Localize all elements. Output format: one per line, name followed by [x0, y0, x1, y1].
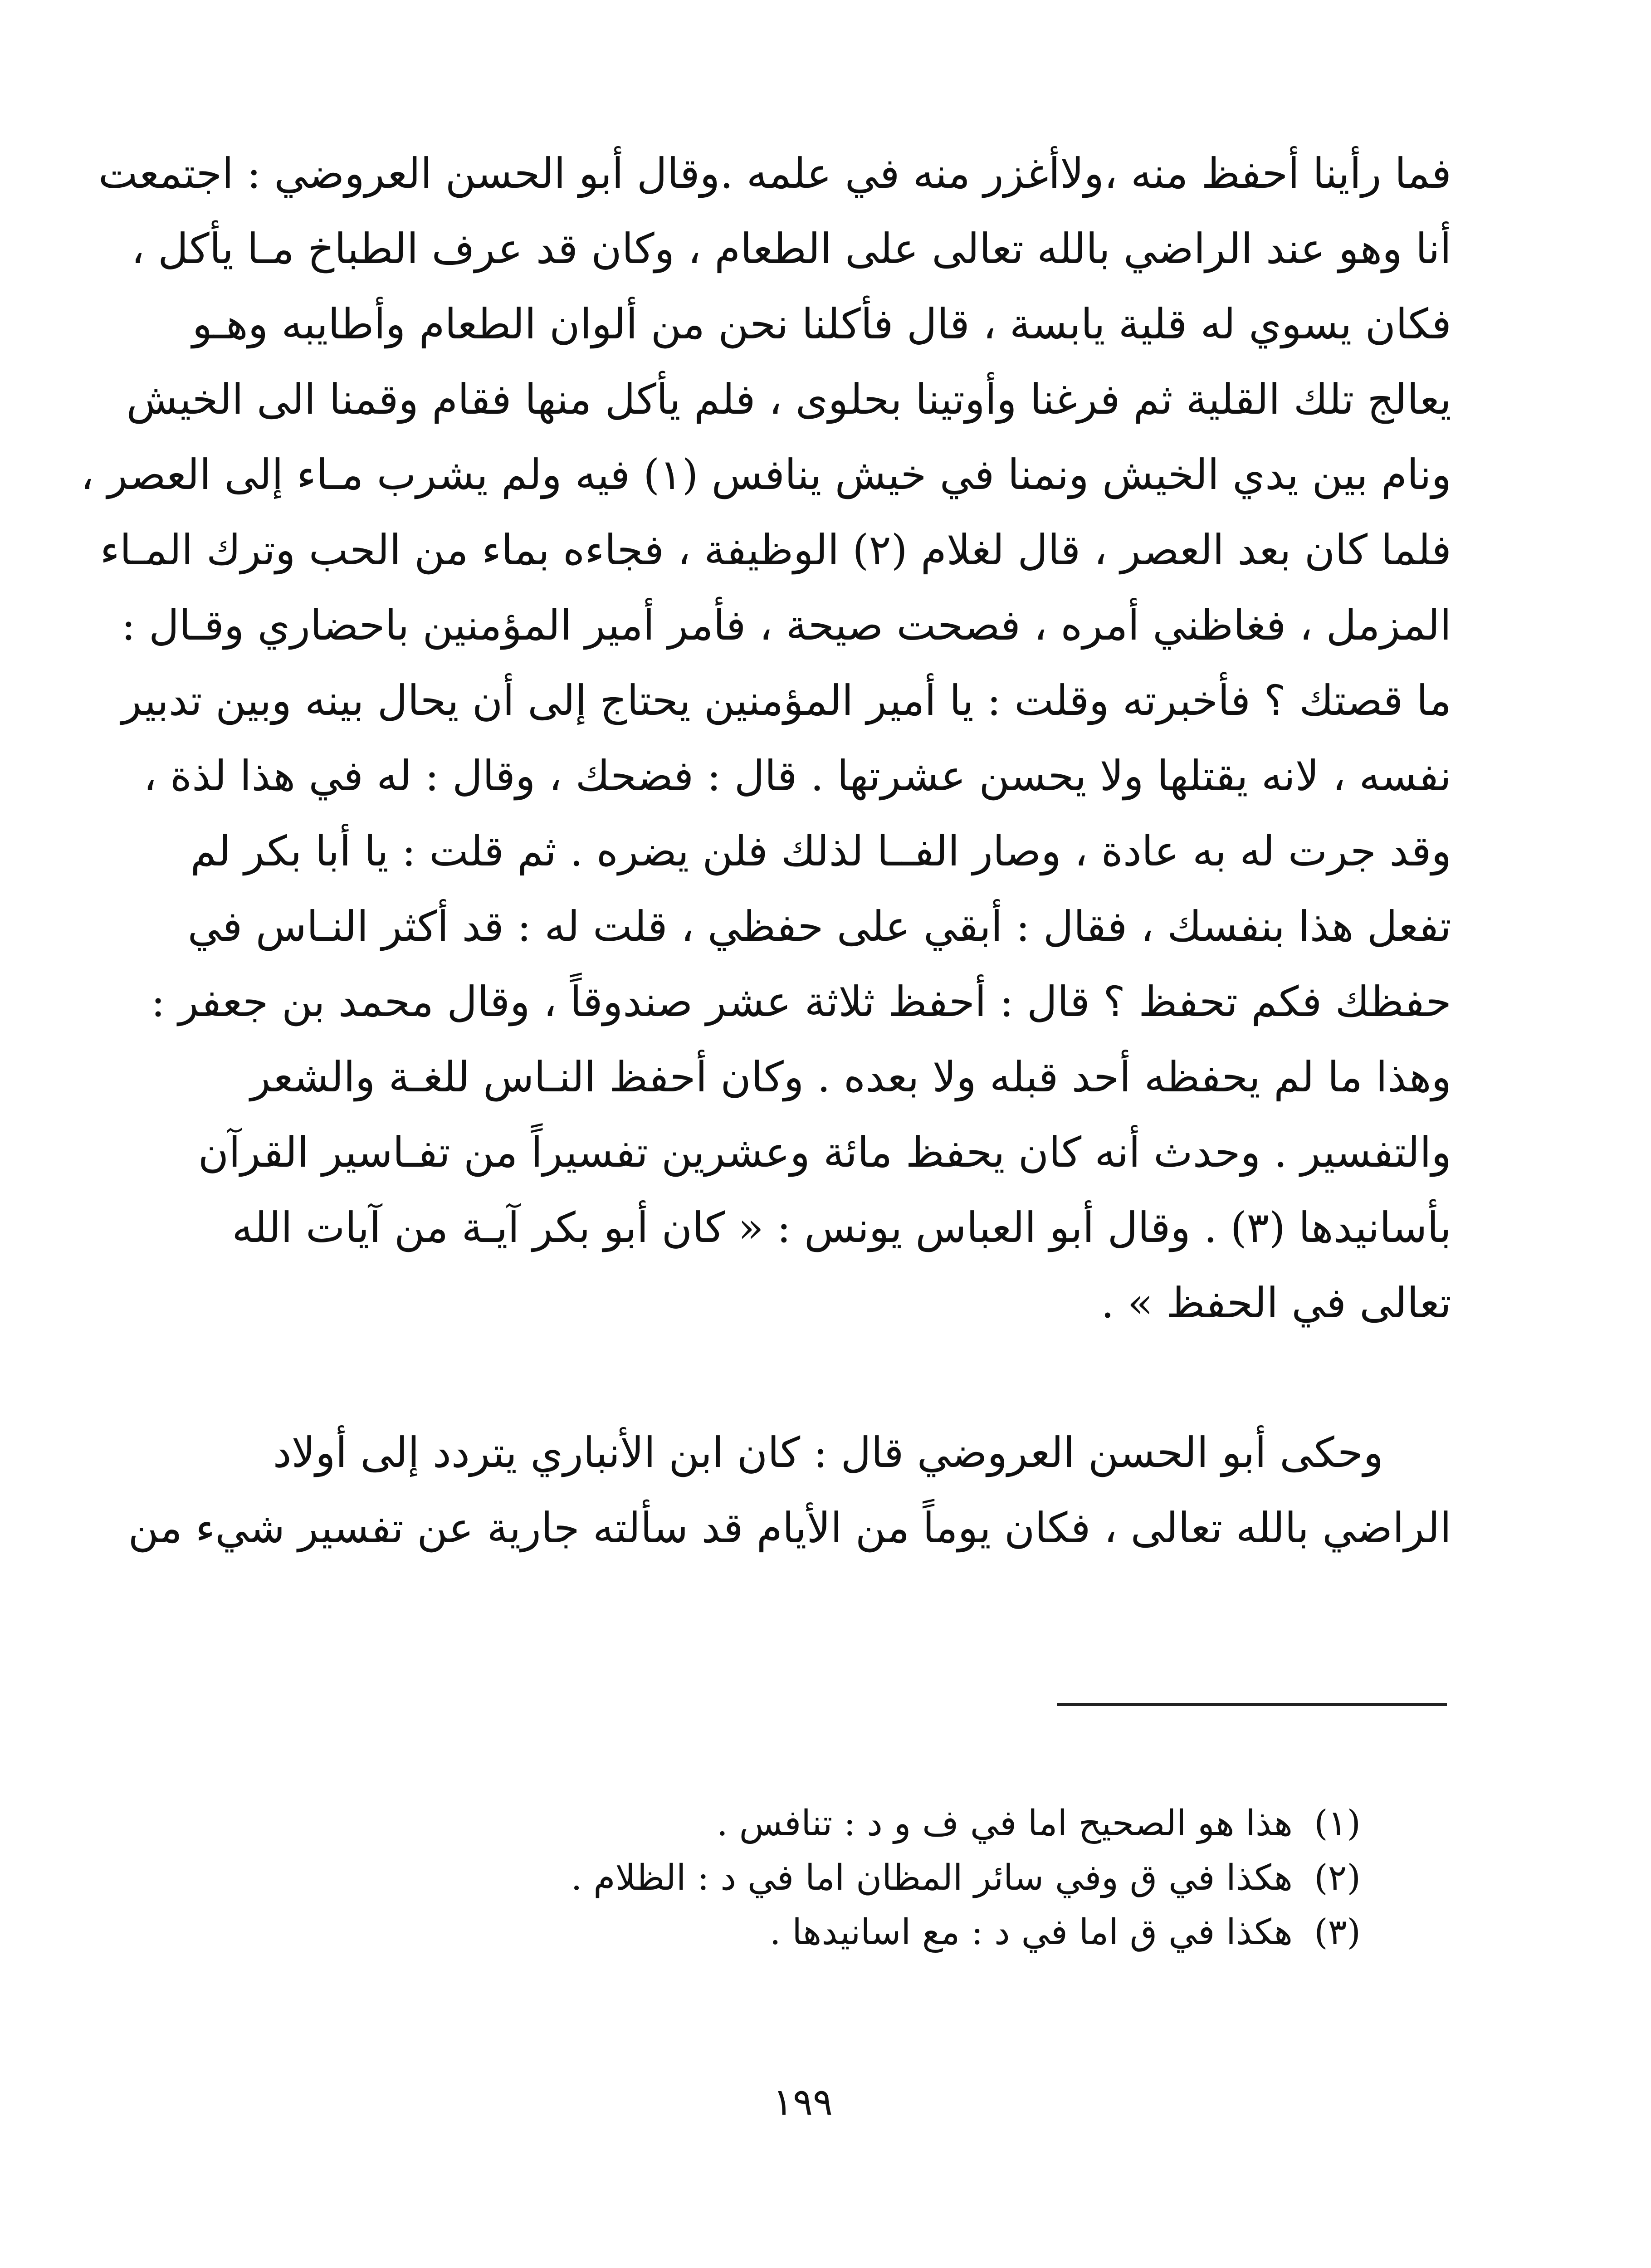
- footnote-number: (١): [1314, 1803, 1361, 1844]
- footnote-number: (٣): [1314, 1912, 1361, 1953]
- text-line: وقد جرت له به عادة ، وصار الفــا لذلك فلن يضره . ثم قلت : يا أبا بكر لم: [190, 827, 1451, 875]
- text-line: وحكى أبو الحسن العروضي قال : كان ابن الأنباري يتردد إلى أولاد: [273, 1428, 1383, 1477]
- footnote-item: [272, 1796, 1361, 1851]
- text-line: ونام بين يدي الخيش ونمنا في خيش ينافس (١) فيه ولم يشرب مـاء إلى العصر ،: [80, 450, 1451, 499]
- footnote-number: (٢): [1314, 1857, 1361, 1898]
- footnote-text: هكذا في ق وفي سائر المظان اما في د : الظلام .: [571, 1857, 1293, 1898]
- text-line: المزمل ، فغاظني أمره ، فصحت صيحة ، فأمر أمير المؤمنين باحضاري وقـال :: [121, 601, 1451, 650]
- footnote-item: [272, 1905, 1361, 1960]
- second-paragraph: [128, 1415, 1451, 1566]
- text-line: يعالج تلك القلية ثم فرغنا وأوتينا بحلوى ، فلم يأكل منها فقام وقمنا الى الخيش: [126, 375, 1451, 424]
- text-line: وهذا ما لم يحفظه أحد قبله ولا بعده . وكان أحفظ النـاس للغـة والشعر: [250, 1053, 1451, 1101]
- page-number: ١٩٩: [772, 2081, 833, 2124]
- footnote-text: هذا هو الصحيح اما في ف و د : تنافس .: [716, 1803, 1293, 1844]
- text-line: أنا وهو عند الراضي بالله تعالى على الطعام ، وكان قد عرف الطباخ مـا يأكل ،: [131, 225, 1451, 273]
- text-line: حفظك فكم تحفظ ؟ قال : أحفظ ثلاثة عشر صندوقاً ، وقال محمد بن جعفر :: [151, 978, 1451, 1026]
- text-line: والتفسير . وحدث أنه كان يحفظ مائة وعشرين تفسيراً من تفـاسير القرآن: [198, 1128, 1451, 1177]
- text-line: تفعل هذا بنفسك ، فقال : أبقي على حفظي ، قلت له : قد أكثر النـاس في: [187, 902, 1451, 951]
- footnotes: [272, 1796, 1361, 1960]
- text-line: تعالى في الحفظ » .: [1101, 1279, 1451, 1327]
- footnote-item: [272, 1851, 1361, 1905]
- text-line: نفسه ، لانه يقتلها ولا يحسن عشرتها . قال : فضحك ، وقال : له في هذا لذة ،: [143, 752, 1451, 800]
- text-line: ما قصتك ؟ فأخبرته وقلت : يا أمير المؤمنين يحتاج إلى أن يحال بينه وبين تدبير: [121, 676, 1451, 725]
- text-line: فكان يسوي له قلية يابسة ، قال فأكلنا نحن من ألوان الطعام وأطايبه وهـو: [192, 300, 1451, 348]
- footnote-separator: [1057, 1703, 1447, 1706]
- main-paragraph: [80, 136, 1451, 1341]
- footnote-text: هكذا في ق اما في د : مع اسانيدها .: [769, 1912, 1293, 1953]
- text-line: فلما كان بعد العصر ، قال لغلام (٢) الوظيفة ، فجاءه بماء من الحب وترك المـاء: [100, 526, 1451, 574]
- text-line: بأسانيدها (٣) . وقال أبو العباس يونس : « كان أبو بكر آيـة من آيات الله: [232, 1203, 1451, 1252]
- text-line: الراضي بالله تعالى ، فكان يوماً من الأيام قد سألته جارية عن تفسير شيء من: [128, 1504, 1451, 1552]
- text-line: فما رأينا أحفظ منه ،ولاأغزر منه في علمه .وقال أبو الحسن العروضي : اجتمعت: [98, 149, 1451, 198]
